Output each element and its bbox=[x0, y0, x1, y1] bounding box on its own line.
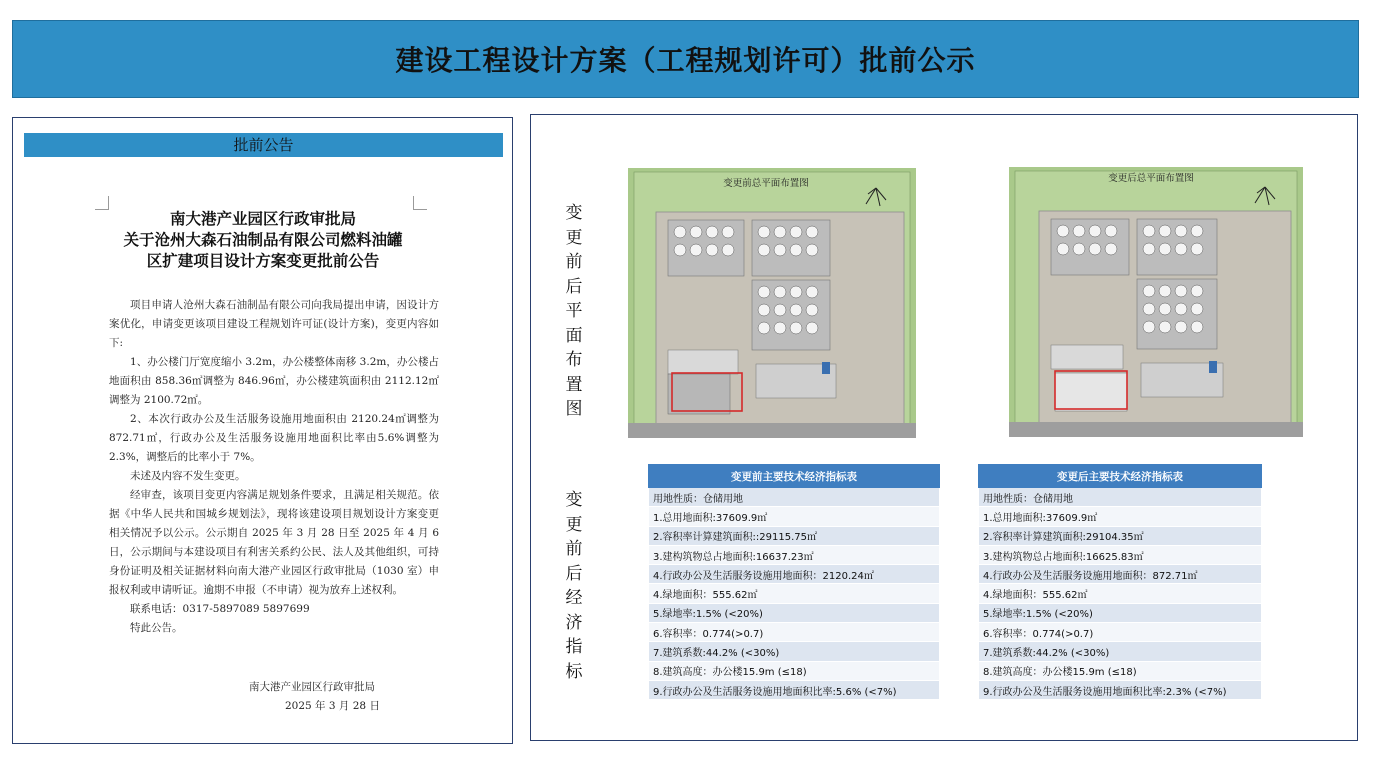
table-cell: 9.行政办公及生活服务设施用地面积比率:5.6% (<7%) bbox=[649, 680, 940, 699]
table-row bbox=[979, 545, 1262, 564]
plan-after bbox=[1009, 167, 1303, 437]
table-cell: 7.建筑系数:44.2% (<30%) bbox=[979, 642, 1262, 661]
table-cell: 1.总用地面积:37609.9㎡ bbox=[649, 507, 940, 526]
table-row bbox=[649, 661, 940, 680]
table-row bbox=[649, 526, 940, 545]
plan-after-title: 变更后总平面布置图 bbox=[1108, 173, 1194, 184]
table-row bbox=[649, 680, 940, 699]
page-banner bbox=[12, 20, 1359, 98]
notice-contact: 联系电话：0317-5897089 5897699 bbox=[130, 603, 310, 615]
table-row bbox=[979, 507, 1262, 526]
table-row bbox=[979, 603, 1262, 622]
table-cell: 用地性质：仓储用地 bbox=[979, 488, 1262, 507]
table-cell: 6.容积率：0.774(>0.7) bbox=[979, 623, 1262, 642]
plan-before-title: 变更前总平面布置图 bbox=[723, 178, 809, 189]
table-row bbox=[979, 526, 1262, 545]
table-cell: 9.行政办公及生活服务设施用地面积比率:2.3% (<7%) bbox=[979, 680, 1262, 699]
comparison-panel bbox=[530, 114, 1358, 741]
table-cell: 4.行政办公及生活服务设施用地面积：2120.24㎡ bbox=[649, 565, 940, 584]
table-cell: 7.建筑系数:44.2% (<30%) bbox=[649, 642, 940, 661]
table-cell: 8.建筑高度：办公楼15.9m (≤18) bbox=[979, 661, 1262, 680]
table-header: 变更后主要技术经济指标表 bbox=[979, 465, 1262, 488]
notice-paragraph: 项目申请人沧州大森石油制品有限公司向我局提出申请，因设计方案优化，申请变更该项目建设工程规划许可证(设计方案)，变更内容如下: bbox=[109, 299, 439, 349]
table-cell: 8.建筑高度：办公楼15.9m (≤18) bbox=[649, 661, 940, 680]
notice-panel bbox=[12, 117, 513, 744]
table-cell: 4.绿地面积：555.62㎡ bbox=[979, 584, 1262, 603]
table-row bbox=[979, 565, 1262, 584]
table-row bbox=[649, 623, 940, 642]
table-row bbox=[649, 545, 940, 564]
notice-paragraph: 2、本次行政办公及生活服务设施用地面积由 2120.24㎡调整为 872.71㎡，行政办公及生活服务设施用地面积比率由5.6%调整为 2.3%，调整后的比率小于 7%。 bbox=[109, 413, 439, 463]
table-cell: 3.建构筑物总占地面积:16637.23㎡ bbox=[649, 545, 940, 564]
table-cell: 6.容积率：0.774(>0.7) bbox=[649, 623, 940, 642]
notice-title bbox=[53, 208, 473, 271]
table-cell: 5.绿地率:1.5% (<20%) bbox=[649, 603, 940, 622]
econ-vertical-label: 变更前后经济指标 bbox=[565, 490, 583, 682]
table-cell: 3.建构筑物总占地面积:16625.83㎡ bbox=[979, 545, 1262, 564]
table-cell: 4.绿地面积：555.62㎡ bbox=[649, 584, 940, 603]
table-row bbox=[979, 584, 1262, 603]
table-header: 变更前主要技术经济指标表 bbox=[649, 465, 940, 488]
site-plan-before-drawing bbox=[628, 168, 916, 438]
notice-bar: 批前公告 bbox=[24, 133, 503, 157]
table-row bbox=[649, 565, 940, 584]
table-row bbox=[649, 603, 940, 622]
plan-vertical-label: 变更前后平面布置图 bbox=[565, 203, 583, 419]
notice-body bbox=[109, 296, 439, 638]
table-cell: 5.绿地率:1.5% (<20%) bbox=[979, 603, 1262, 622]
table-row bbox=[979, 680, 1262, 699]
notice-closing: 特此公告。 bbox=[130, 622, 183, 634]
table-row bbox=[649, 584, 940, 603]
table-cell: 2.容积率计算建筑面积::29115.75㎡ bbox=[649, 526, 940, 545]
table-cell: 用地性质：仓储用地 bbox=[649, 488, 940, 507]
plan-before bbox=[628, 168, 916, 438]
table-row bbox=[649, 488, 940, 507]
signature-org: 南大港产业园区行政审批局 bbox=[249, 681, 375, 693]
notice-title-line: 关于沧州大森石油制品有限公司燃料油罐 bbox=[123, 230, 403, 249]
signature-date: 2025 年 3 月 28 日 bbox=[285, 700, 380, 712]
table-cell: 2.容积率计算建筑面积:29104.35㎡ bbox=[979, 526, 1262, 545]
table-row bbox=[979, 488, 1262, 507]
table-row bbox=[979, 661, 1262, 680]
notice-paragraph: 经审查，该项目变更内容满足规划条件要求，且满足相关规范。依据《中华人民共和国城乡规划法》，现将该建设项目规划设计方案变更相关情况予以公示。公示期自 2025 年 3 月 28 日至 2025 年 4 月 6 日，公示期间与本建设项目有利害关系约公民、法人及其他组织，可持身份证明及相关证据材料向南大港产业园区行政审批局（1030 室）申报权利或申请听证。逾期不申报（不申请）视为放弃上述权利。 bbox=[109, 489, 439, 596]
notice-title-line: 区扩建项目设计方案变更批前公告 bbox=[146, 251, 380, 270]
econ-table-before bbox=[648, 464, 940, 700]
notice-paragraph: 未述及内容不发生变更。 bbox=[130, 470, 246, 482]
table-row bbox=[979, 642, 1262, 661]
notice-signature bbox=[249, 678, 409, 716]
econ-table-after bbox=[978, 464, 1262, 700]
table-cell: 4.行政办公及生活服务设施用地面积：872.71㎡ bbox=[979, 565, 1262, 584]
table-row bbox=[979, 623, 1262, 642]
notice-paragraph: 1、办公楼门厅宽度缩小 3.2m，办公楼整体南移 3.2m，办公楼占地面积由 858.36㎡调整为 846.96㎡，办公楼建筑面积由 2112.12㎡调整为 2100.72㎡。 bbox=[109, 356, 439, 406]
table-row bbox=[649, 642, 940, 661]
page-title: 建设工程设计方案（工程规划许可）批前公示 bbox=[395, 44, 976, 77]
notice-title-line: 南大港产业园区行政审批局 bbox=[169, 209, 356, 228]
table-row bbox=[649, 507, 940, 526]
table-cell: 1.总用地面积:37609.9㎡ bbox=[979, 507, 1262, 526]
site-plan-after-drawing bbox=[1009, 167, 1303, 437]
